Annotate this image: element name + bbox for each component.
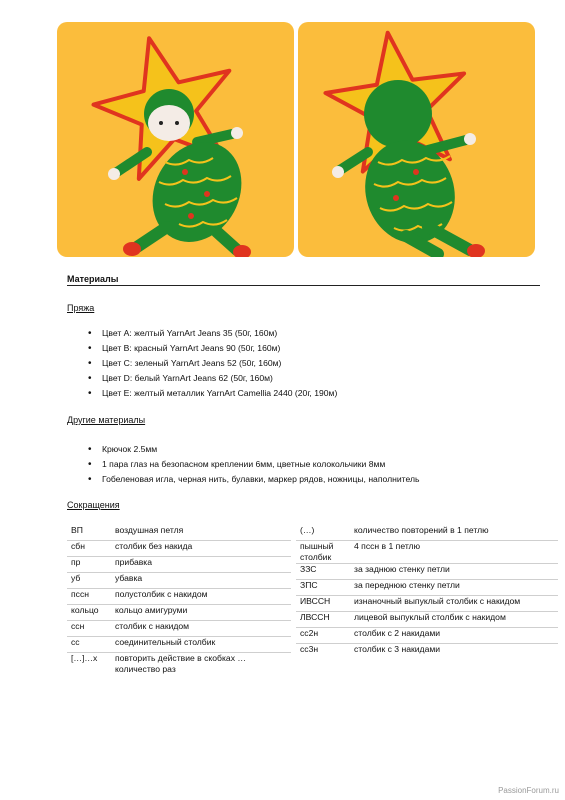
abbreviations-table-right [296,525,558,659]
meaning-cell: повторить действие в скобках … количество раз [115,653,246,674]
table-row [67,525,291,541]
abbr-cell: ИВССН [296,596,352,612]
table-row [296,580,558,596]
table-row [296,564,558,580]
table-row [296,541,558,564]
other-materials-list [88,442,419,487]
meaning-cell: за заднюю стенку петли [352,564,558,580]
meaning-cell: количество повторений в 1 петлю [352,525,558,541]
abbr-cell: ссн [67,621,113,637]
meaning-cell: столбик с 3 накидами [354,644,441,654]
table-row [67,557,291,573]
table-row [296,628,558,644]
abbr-cell: уб [67,573,113,589]
abbr-cell: […]…х [71,653,98,663]
meaning-cell: за переднюю стенку петли [352,580,558,596]
abbreviations-heading: Сокращения [67,500,120,510]
meaning-cell: изнаночный выпуклый столбик с накидом [352,596,558,612]
abbr-cell: сс [67,637,113,653]
abbr-cell: сс3н [300,644,319,654]
table-row [296,644,558,660]
meaning-cell: столбик без накида [113,541,291,557]
table-row [296,596,558,612]
list-item: • 1 пара глаз на безопасном креплении 6мм, цветные колокольчики 8мм [88,457,419,472]
meaning-cell: столбик с 2 накидами [352,628,558,644]
abbr-cell: ЗЗС [296,564,352,580]
meaning-cell: соединительный столбик [113,637,291,653]
abbr-cell: (…) [296,525,352,541]
table-row [67,589,291,605]
meaning-cell: прибавка [113,557,291,573]
abbreviations-table-left [67,525,291,675]
materials-heading: Материалы [67,274,119,284]
abbr-cell: ЗПС [296,580,352,596]
table-row [67,541,291,557]
meaning-cell: полустолбик с накидом [113,589,291,605]
table-row [67,637,291,653]
list-item: • Цвет E: желтый металлик YarnArt Camellia 2440 (20г, 190м) [88,386,337,401]
meaning-cell: убавка [113,573,291,589]
list-item: • Цвет D: белый YarnArt Jeans 62 (50г, 160м) [88,371,337,386]
abbr-cell: пышный столбик [296,541,352,564]
other-materials-subheading: Другие материалы [67,415,146,425]
abbr-cell: сс2н [296,628,352,644]
list-item: • Цвет C: зеленый YarnArt Jeans 52 (50г, 160м) [88,356,337,371]
abbr-cell: ЛВССН [296,612,352,628]
abbr-cell: кольцо [67,605,113,621]
meaning-cell: 4 пссн в 1 петлю [352,541,558,564]
list-item: • Крючок 2.5мм [88,442,419,457]
meaning-cell: лицевой выпуклый столбик с накидом [352,612,558,628]
abbr-cell: ВП [67,525,113,541]
list-item: • Цвет А: желтый YarnArt Jeans 35 (50г, 160м) [88,326,337,341]
table-row [296,525,558,541]
abbr-cell: сбн [67,541,113,557]
abbr-cell: пссн [67,589,113,605]
yarn-list [88,326,337,401]
doll-back-photo [298,22,535,257]
list-item: • Гобеленовая игла, черная нить, булавки, маркер рядов, ножницы, наполнитель [88,472,419,487]
abbr-cell: пр [67,557,113,573]
meaning-cell: столбик с накидом [113,621,291,637]
table-row [67,605,291,621]
yarn-subheading: Пряжа [67,303,95,313]
table-row [67,653,291,676]
heading-rule [67,285,540,286]
meaning-cell: кольцо амигуруми [113,605,291,621]
watermark: PassionForum.ru [498,786,559,795]
table-row [296,612,558,628]
table-row [67,621,291,637]
meaning-cell: воздушная петля [113,525,291,541]
list-item: • Цвет B: красный YarnArt Jeans 90 (50г, 160м) [88,341,337,356]
doll-front-photo [57,22,294,257]
table-row [67,573,291,589]
